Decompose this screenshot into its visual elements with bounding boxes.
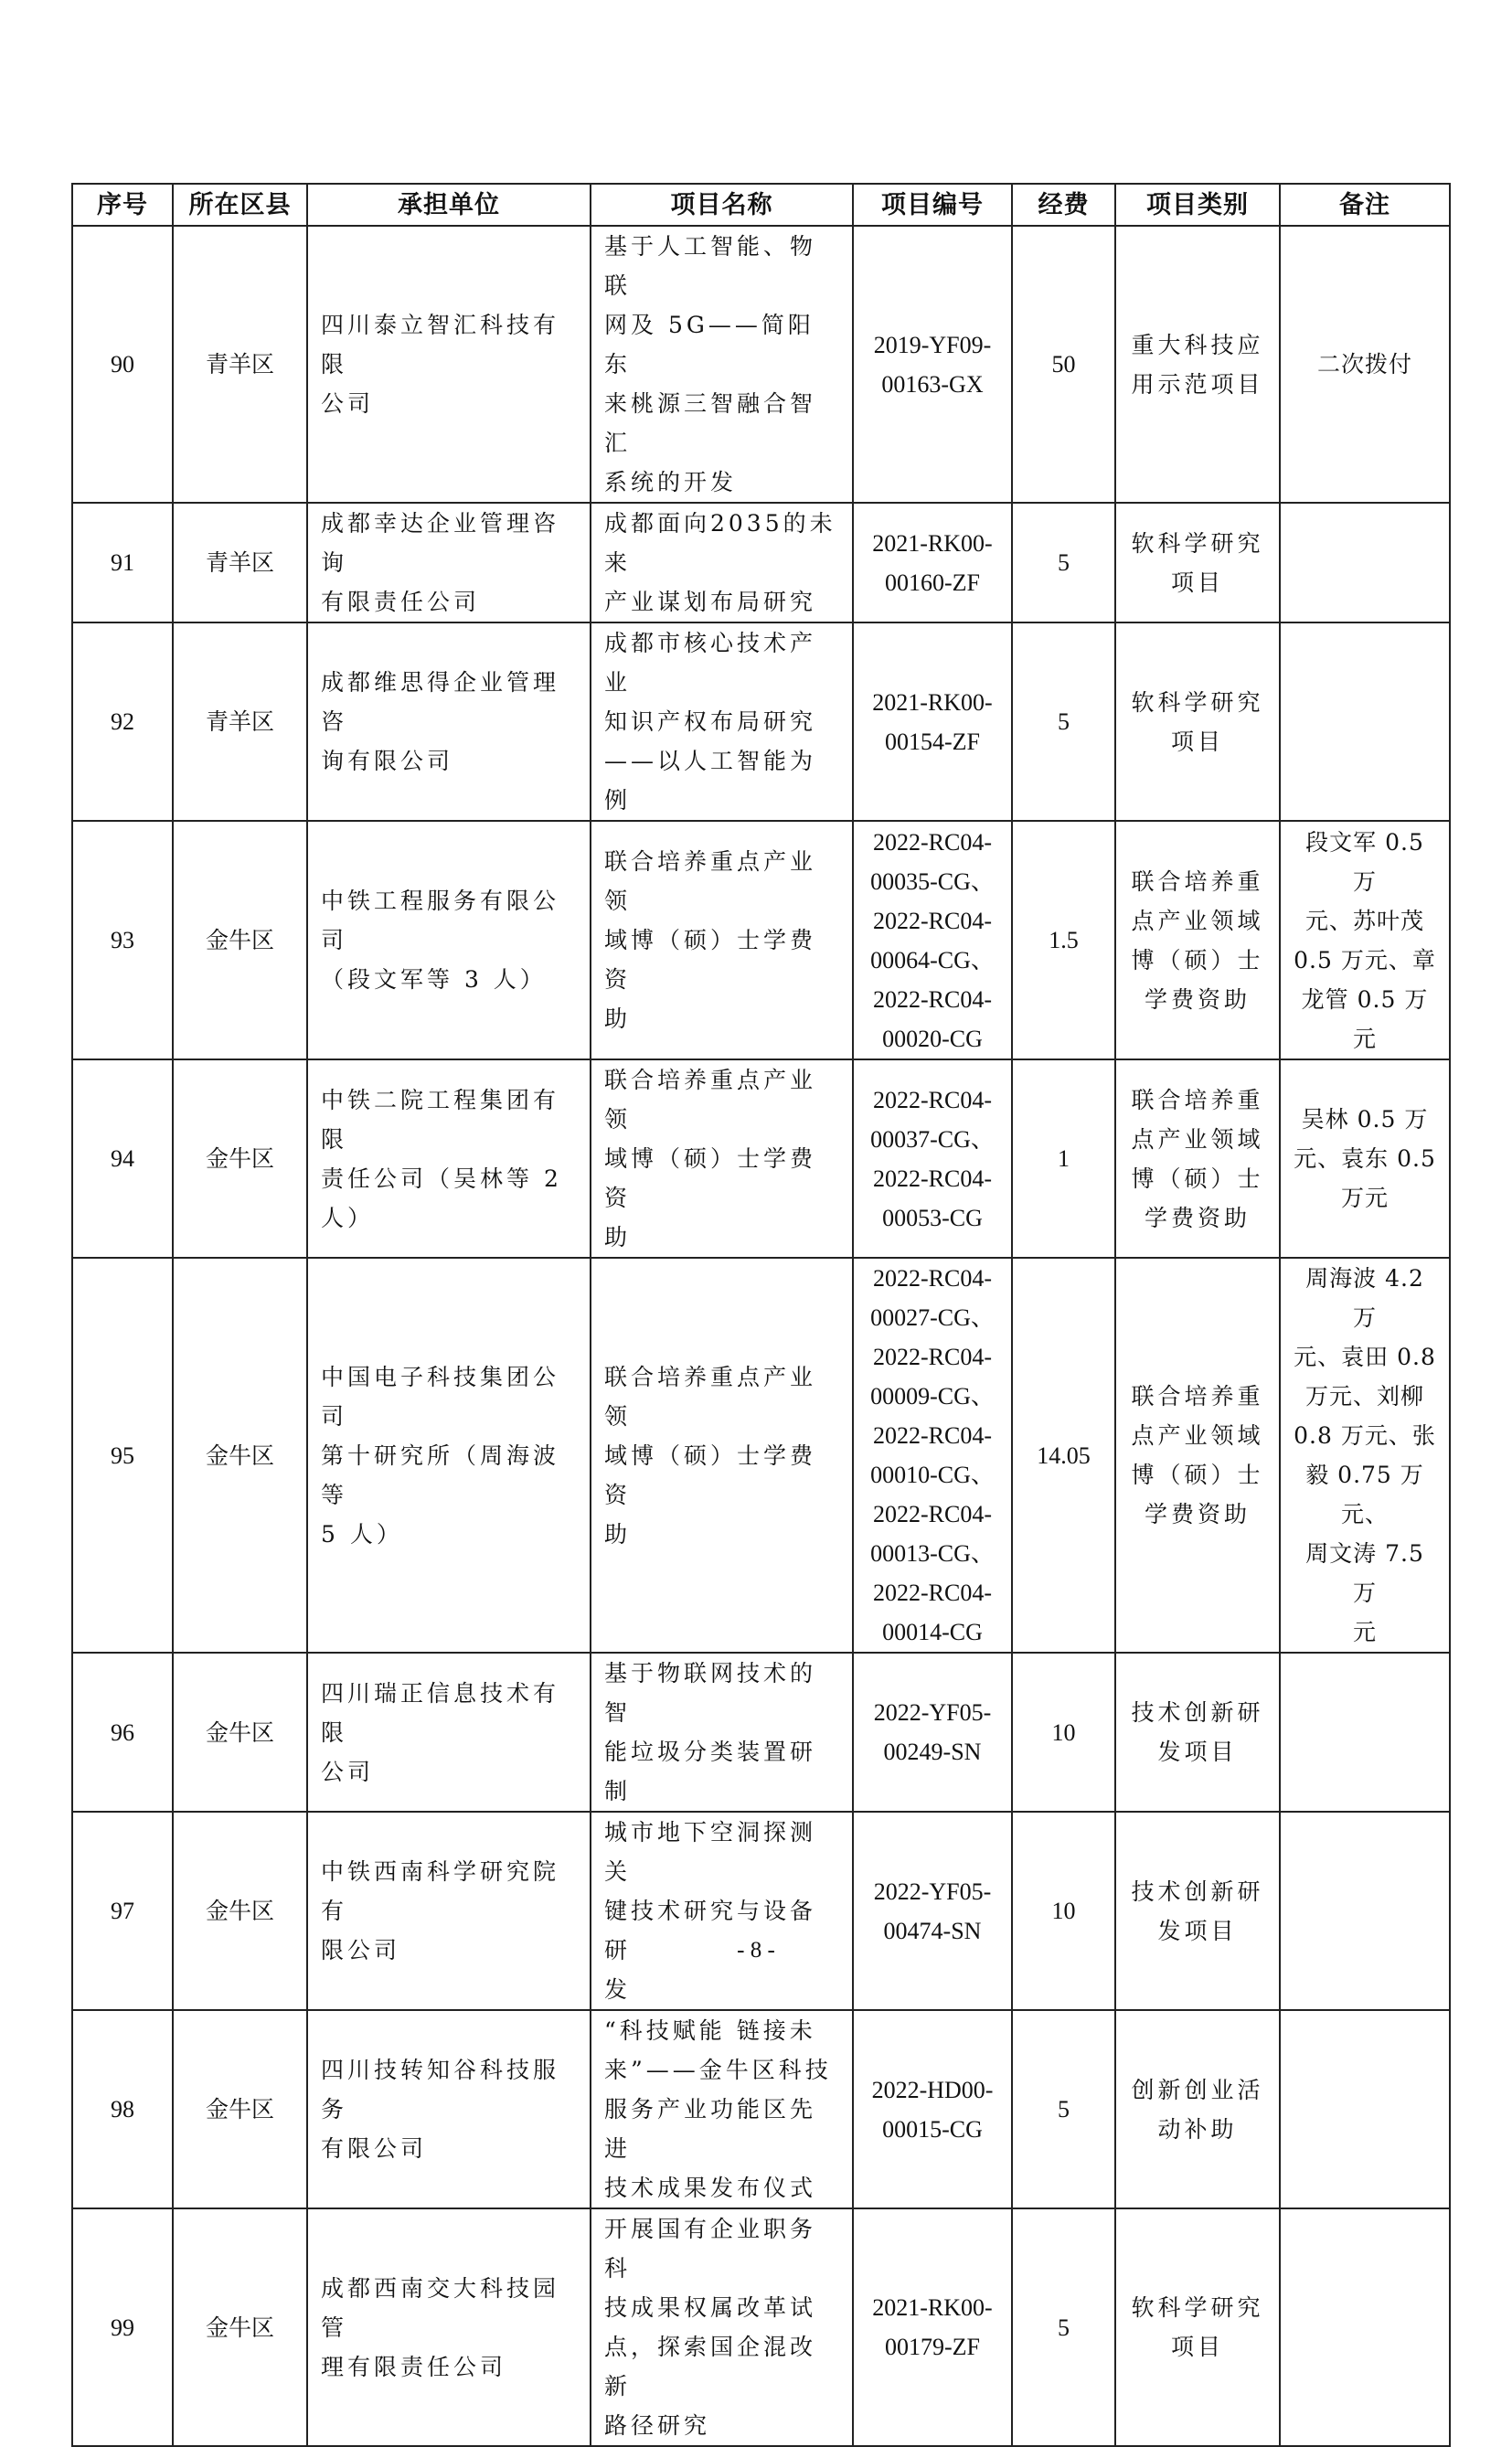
cell-category-line: 动补助 [1157,2115,1238,2143]
cell-category-line: 重大科技应 [1131,331,1264,358]
header-project-code: 项目编号 [853,184,1012,226]
cell-unit-line: 中铁西南科学研究院有 [321,1858,560,1924]
cell-note [1280,821,1450,1059]
cell-category [1115,503,1280,622]
table-row [72,226,1450,503]
cell-project-name-line: 键技术研究与设备研 [604,1898,817,1963]
cell-note-line: 元、袁东 0.5 [1294,1145,1436,1172]
cell-project-code-line: 00163-GX [881,370,984,398]
cell-note-line: 毅 0.75 万元、 [1305,1462,1424,1527]
cell-project-code [853,1653,1012,1812]
cell-project-name [591,2010,853,2208]
cell-project-code-line: 00013-CG、 [870,1540,995,1567]
cell-category [1115,1059,1280,1258]
cell-note [1280,1653,1450,1812]
cell-district: 金牛区 [173,1258,307,1653]
cell-project-code-line: 2022-HD00- [871,2076,994,2103]
cell-category-line: 学费资助 [1144,1204,1251,1231]
cell-note-line: 元、苏叶茂 [1304,907,1424,934]
cell-index: 94 [72,1059,173,1258]
cell-project-code-line: 00010-CG、 [870,1462,995,1488]
cell-district: 青羊区 [173,226,307,503]
cell-project-name-line: 路径研究 [604,2412,711,2439]
cell-project-name-line: 联合培养重点产业领 [604,1067,817,1133]
cell-project-name-line: 域博（硕）士学费资 [604,1442,817,1508]
cell-project-name-line: 基于人工智能、物联 [604,233,817,299]
cell-project-name-line: 产业谋划布局研究 [604,589,817,615]
cell-note [1280,1059,1450,1258]
cell-project-name-line: 服务产业功能区先进 [604,2096,817,2162]
cell-index: 93 [72,821,173,1059]
cell-project-code-line: 00027-CG、 [870,1304,995,1331]
cell-project-name-line: 能垃圾分类装置研制 [604,1739,817,1804]
cell-index: 90 [72,226,173,503]
header-index: 序号 [72,184,173,226]
cell-project-code-line: 2022-RC04- [873,985,992,1013]
cell-unit-line: 限公司 [321,1937,401,1963]
cell-unit [307,622,591,821]
cell-category-line: 软科学研究 [1131,2294,1264,2321]
cell-note [1280,622,1450,821]
cell-project-code-line: 00154-ZF [885,728,980,755]
cell-category [1115,821,1280,1059]
cell-fee: 1.5 [1012,821,1115,1059]
cell-project-code-line: 2022-RC04- [873,1086,992,1113]
cell-category-line: 技术创新研 [1131,1699,1264,1726]
cell-category [1115,1258,1280,1653]
table-row [72,1653,1450,1812]
cell-index: 95 [72,1258,173,1653]
cell-project-code-line: 2022-RC04- [873,828,992,856]
cell-index: 91 [72,503,173,622]
cell-category-line: 技术创新研 [1131,1878,1264,1905]
cell-note-line: 吴林 0.5 万 [1301,1106,1429,1133]
cell-index: 92 [72,622,173,821]
cell-district: 金牛区 [173,1653,307,1812]
cell-category-line: 联合培养重 [1131,1086,1264,1113]
cell-note-line: 元、袁田 0.8 [1294,1344,1436,1370]
cell-category-line: 软科学研究 [1131,529,1264,557]
cell-project-code [853,1258,1012,1653]
cell-project-code-line: 00053-CG [882,1204,983,1231]
cell-project-name-line: 助 [604,1520,632,1548]
cell-unit-line: 公司 [321,1758,375,1785]
cell-project-code-line: 00474-SN [883,1917,982,1944]
cell-project-code [853,821,1012,1059]
cell-project-code-line: 2019-YF09- [873,331,992,358]
cell-project-name-line: “科技赋能 链接未 [604,2017,816,2044]
cell-fee: 5 [1012,2208,1115,2446]
cell-category-line: 学费资助 [1144,1501,1251,1527]
cell-project-name-line: 点，探索国企混改新 [604,2334,817,2399]
cell-district: 金牛区 [173,2010,307,2208]
cell-project-name-line: 发 [604,1976,632,2003]
cell-project-name [591,622,853,821]
cell-project-name [591,503,853,622]
cell-category-line: 发项目 [1157,1739,1238,1765]
cell-note-line: 龙管 0.5 万元 [1301,985,1429,1052]
cell-category-line: 项目 [1170,2334,1224,2360]
cell-district: 青羊区 [173,622,307,821]
cell-project-code [853,2010,1012,2208]
cell-unit-line: 中铁二院工程集团有限 [321,1086,560,1153]
cell-project-code-line: 00015-CG [882,2115,983,2143]
cell-project-code-line: 00009-CG、 [870,1383,995,1410]
cell-project-code-line: 2021-RK00- [872,688,993,716]
header-category: 项目类别 [1115,184,1280,226]
cell-unit-line: 四川技转知谷科技服务 [321,2057,560,2123]
cell-unit [307,226,591,503]
cell-district: 金牛区 [173,1812,307,2010]
cell-fee: 14.05 [1012,1258,1115,1653]
cell-category-line: 创新创业活 [1131,2076,1264,2103]
cell-project-name-line: 助 [604,1005,632,1032]
cell-category-line: 点产业领域 [1131,1422,1264,1449]
cell-project-code [853,226,1012,503]
cell-project-code-line: 00160-ZF [885,569,980,596]
cell-note [1280,226,1450,503]
cell-project-code-line: 2022-RC04- [873,1165,992,1192]
cell-project-code-line: 00249-SN [883,1739,982,1765]
cell-unit-line: 成都维思得企业管理咨 [321,669,560,735]
cell-index: 96 [72,1653,173,1812]
cell-unit-line: 5 人） [321,1520,403,1548]
cell-fee: 10 [1012,1653,1115,1812]
page-number: - 8 - [737,1938,775,1963]
cell-project-code [853,622,1012,821]
cell-category-line: 软科学研究 [1131,688,1264,716]
table-row [72,2208,1450,2446]
cell-project-name [591,2208,853,2446]
header-fee: 经费 [1012,184,1115,226]
cell-note-line: 0.5 万元、章 [1294,946,1436,973]
cell-project-code-line: 00179-ZF [885,2334,980,2360]
cell-project-name-line: 联合培养重点产业领 [604,1363,817,1430]
cell-project-name-line: 技术成果发布仪式 [604,2175,817,2201]
cell-note-line: 0.8 万元、张 [1294,1422,1436,1449]
cell-fee: 1 [1012,1059,1115,1258]
table-row [72,1258,1450,1653]
cell-project-code-line: 00037-CG、 [870,1125,995,1153]
cell-category-line: 博（硕）士 [1131,946,1264,973]
cell-category-line: 发项目 [1157,1917,1238,1944]
cell-category [1115,1812,1280,2010]
cell-project-code-line: 2022-RC04- [873,1344,992,1370]
cell-unit-line: 成都西南交大科技园管 [321,2274,560,2341]
cell-category-line: 点产业领域 [1131,907,1264,934]
cell-unit [307,503,591,622]
cell-note [1280,1812,1450,2010]
cell-fee: 50 [1012,226,1115,503]
cell-project-code-line: 2022-RC04- [873,1580,992,1606]
cell-project-code [853,2208,1012,2446]
cell-category-line: 博（硕）士 [1131,1462,1264,1488]
header-unit: 承担单位 [307,184,591,226]
cell-project-code [853,1059,1012,1258]
table-header-row [72,184,1450,226]
cell-category-line: 用示范项目 [1131,370,1264,398]
project-table [71,183,1451,2447]
cell-note-line: 万元、刘柳 [1304,1383,1424,1410]
cell-project-name-line: 开展国有企业职务科 [604,2216,817,2282]
cell-note [1280,2010,1450,2208]
cell-district: 金牛区 [173,2208,307,2446]
cell-project-name-line: 来”——金牛区科技 [604,2057,832,2083]
cell-fee: 10 [1012,1812,1115,2010]
cell-note [1280,1258,1450,1653]
cell-category [1115,1653,1280,1812]
cell-project-code-line: 2021-RK00- [872,2294,993,2321]
cell-project-name-line: 网及 5G——简阳东 [604,312,815,378]
cell-index: 98 [72,2010,173,2208]
cell-fee: 5 [1012,2010,1115,2208]
cell-unit-line: 中国电子科技集团公司 [321,1363,560,1430]
table-row [72,821,1450,1059]
cell-project-code-line: 00020-CG [882,1025,983,1052]
header-district: 所在区县 [173,184,307,226]
cell-project-code-line: 2022-RC04- [873,1501,992,1527]
cell-unit [307,1059,591,1258]
cell-category-line: 联合培养重 [1131,867,1264,895]
header-note: 备注 [1280,184,1450,226]
cell-project-code-line: 00064-CG、 [870,946,995,973]
cell-unit-line: 有限责任公司 [321,589,481,615]
table-row [72,1059,1450,1258]
cell-project-code-line: 00014-CG [882,1619,983,1645]
table-row [72,622,1450,821]
cell-note [1280,2208,1450,2446]
cell-unit-line: 四川泰立智汇科技有限 [321,312,560,378]
cell-fee: 5 [1012,503,1115,622]
cell-project-name [591,1258,853,1653]
cell-category-line: 博（硕）士 [1131,1165,1264,1192]
cell-project-name-line: 域博（硕）士学费资 [604,1145,817,1211]
cell-project-code-line: 2021-RK00- [872,529,993,557]
cell-district: 金牛区 [173,821,307,1059]
cell-project-code-line: 2022-YF05- [873,1878,992,1905]
cell-category [1115,226,1280,503]
cell-category-line: 点产业领域 [1131,1125,1264,1153]
cell-note-line: 周文涛 7.5 万 [1305,1540,1424,1606]
header-project-name: 项目名称 [591,184,853,226]
cell-district: 青羊区 [173,503,307,622]
cell-fee: 5 [1012,622,1115,821]
cell-project-name-line: 基于物联网技术的智 [604,1660,817,1726]
cell-project-code-line: 2022-RC04- [873,907,992,934]
cell-unit-line: （段文军等 3 人） [321,966,547,993]
cell-category-line: 学费资助 [1144,985,1251,1013]
cell-project-name [591,1812,853,2010]
cell-project-name-line: 技成果权属改革试 [604,2294,817,2321]
cell-category-line: 项目 [1170,728,1224,755]
cell-project-name [591,226,853,503]
cell-category [1115,2010,1280,2208]
cell-note-line: 元 [1352,1619,1377,1645]
cell-unit [307,1258,591,1653]
cell-project-name [591,1059,853,1258]
cell-unit [307,821,591,1059]
cell-unit-line: 理有限责任公司 [321,2353,507,2380]
cell-unit [307,2208,591,2446]
cell-project-name-line: 成都市核心技术产业 [604,630,817,696]
cell-project-code [853,1812,1012,2010]
cell-project-name-line: 知识产权布局研究 [604,708,817,735]
cell-unit [307,2010,591,2208]
cell-unit-line: 公司 [321,390,375,417]
cell-unit-line: 中铁工程服务有限公司 [321,888,560,953]
cell-category [1115,622,1280,821]
cell-project-name-line: 城市地下空洞探测关 [604,1819,817,1885]
table-row [72,503,1450,622]
cell-unit-line: 有限公司 [321,2135,428,2162]
cell-index: 97 [72,1812,173,2010]
cell-category-line: 联合培养重 [1131,1383,1264,1410]
cell-note-line: 二次拨付 [1316,351,1412,378]
cell-project-name-line: 域博（硕）士学费资 [604,927,817,993]
cell-project-code-line: 2022-YF05- [873,1699,992,1726]
cell-unit [307,1812,591,2010]
cell-note [1280,503,1450,622]
cell-project-name-line: 系统的开发 [604,469,738,495]
cell-project-code-line: 2022-RC04- [873,1422,992,1449]
cell-note-line: 段文军 0.5 万 [1305,828,1424,895]
cell-project-name [591,1653,853,1812]
table-row [72,2010,1450,2208]
cell-unit-line: 询有限公司 [321,748,454,774]
cell-unit-line: 第十研究所（周海波等 [321,1442,560,1508]
table-row [72,1812,1450,2010]
cell-index: 99 [72,2208,173,2446]
cell-project-name-line: 联合培养重点产业领 [604,848,817,914]
cell-project-name-line: 成都面向2035的未来 [604,510,836,576]
cell-project-code-line: 00035-CG、 [870,867,995,895]
cell-project-name [591,821,853,1059]
cell-district: 金牛区 [173,1059,307,1258]
cell-project-code-line: 2022-RC04- [873,1265,992,1292]
cell-unit-line: 四川瑞正信息技术有限 [321,1679,560,1746]
cell-project-name-line: 助 [604,1224,632,1250]
cell-category-line: 项目 [1170,569,1224,596]
cell-unit [307,1653,591,1812]
cell-note-line: 万元 [1340,1185,1389,1211]
cell-note-line: 周海波 4.2 万 [1305,1265,1424,1331]
cell-unit-line: 成都幸达企业管理咨询 [321,510,560,576]
cell-project-code [853,503,1012,622]
cell-project-name-line: ——以人工智能为例 [604,748,817,814]
cell-category [1115,2208,1280,2446]
cell-project-name-line: 来桃源三智融合智汇 [604,390,817,456]
cell-unit-line: 责任公司（吴林等 2 人） [321,1165,562,1231]
